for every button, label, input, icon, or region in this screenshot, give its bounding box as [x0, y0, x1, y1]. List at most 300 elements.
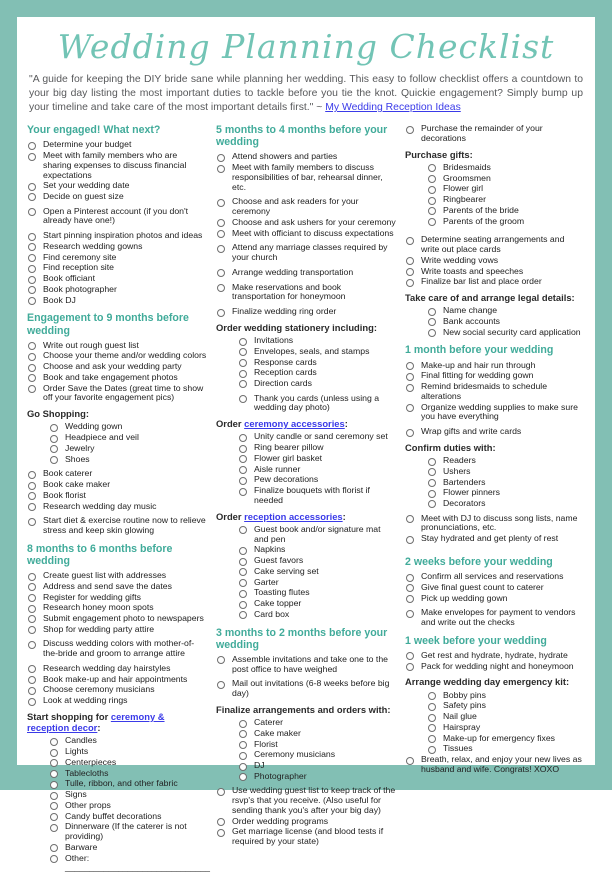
checkbox-icon[interactable]	[28, 243, 36, 251]
checklist-item-label: Headpiece and veil	[65, 432, 139, 443]
checkbox-icon[interactable]	[428, 724, 436, 732]
checklist-item-label: Book florist	[43, 489, 86, 500]
checkbox-icon[interactable]	[428, 218, 436, 226]
checklist-item-label: Research honey moon spots	[43, 602, 154, 613]
checkbox-icon[interactable]	[50, 738, 58, 746]
checkbox-icon[interactable]	[406, 384, 414, 392]
checklist-item	[27, 571, 207, 581]
checklist-item-label: Arrange wedding transportation	[232, 266, 354, 277]
checkbox-icon[interactable]	[428, 164, 436, 172]
checklist-item	[216, 718, 396, 728]
checklist-item-label: Other: ______________________________	[65, 852, 210, 873]
checkbox-icon[interactable]	[28, 605, 36, 613]
checklist-item-label: Attend any marriage classes required by your church	[232, 242, 388, 263]
checklist-item-label: Confirm all services and reservations	[421, 571, 564, 582]
checklist-item-label: Hairspray	[443, 721, 481, 732]
checklist-item-label: Direction cards	[254, 377, 312, 388]
checkbox-icon[interactable]	[217, 656, 225, 664]
checkbox-icon[interactable]	[406, 515, 414, 523]
checkbox-icon[interactable]	[239, 611, 247, 619]
checklist-item	[27, 736, 207, 746]
checklist-item	[216, 578, 396, 588]
checklist-item	[405, 163, 585, 173]
checklist-item-label: Wedding gown	[65, 421, 123, 432]
checkbox-icon[interactable]	[406, 257, 414, 265]
checklist-item	[27, 444, 207, 454]
checkbox-icon[interactable]	[239, 370, 247, 378]
checklist-item-label: Order Save the Dates (great time to show off your favorite engagement pics)	[43, 382, 204, 403]
inline-link[interactable]: reception accessories	[244, 510, 343, 522]
checkbox-icon[interactable]	[217, 681, 225, 689]
checklist-item	[405, 427, 585, 437]
checkbox-icon[interactable]	[239, 590, 247, 598]
checkbox-icon[interactable]	[217, 154, 225, 162]
checkbox-icon[interactable]	[28, 193, 36, 201]
checkbox-icon[interactable]	[406, 373, 414, 381]
checkbox-icon[interactable]	[28, 364, 36, 372]
checkbox-icon[interactable]	[239, 477, 247, 485]
checklist-item	[405, 328, 585, 338]
checklist-item-label: Tablecloths	[65, 767, 109, 778]
checklist-item	[405, 662, 585, 672]
inline-link[interactable]: ceremony & reception decor	[27, 710, 165, 734]
checklist-item-label: Centerpieces	[65, 756, 117, 767]
list-subheading: Arrange wedding day emergency kit:	[405, 676, 570, 688]
checkbox-icon[interactable]	[428, 329, 436, 337]
checklist-item	[27, 341, 207, 351]
checkbox-icon[interactable]	[28, 573, 36, 581]
list-subheading: Confirm duties with:	[405, 441, 496, 453]
checklist-item-label: Cake maker	[254, 727, 301, 738]
checkbox-icon[interactable]	[406, 652, 414, 660]
checklist-item	[405, 456, 585, 466]
checklist-item-label: Cake topper	[254, 598, 302, 609]
checklist-item	[27, 758, 207, 768]
checkbox-icon[interactable]	[28, 698, 36, 706]
checklist-item-label: Florist	[254, 738, 278, 749]
checklist-item	[216, 740, 396, 750]
checklist-item	[405, 306, 585, 316]
checklist-item-label: Readers	[443, 455, 476, 466]
checkbox-icon[interactable]	[428, 186, 436, 194]
checkbox-icon[interactable]	[28, 208, 36, 216]
checkbox-icon[interactable]	[50, 749, 58, 757]
checkbox-icon[interactable]	[239, 763, 247, 771]
checklist-item-label: Make reservations and book transportation for honeymoon	[232, 281, 346, 302]
checkbox-icon[interactable]	[28, 594, 36, 602]
checkbox-icon[interactable]	[28, 492, 36, 500]
checklist-item	[405, 499, 585, 509]
checklist-item-label: Signs	[65, 789, 87, 800]
checkbox-icon[interactable]	[28, 665, 36, 673]
checklist-item-label: Submit engagement photo to newspapers	[43, 612, 204, 623]
checklist-item-label: Tissues	[443, 743, 473, 754]
checkbox-icon[interactable]	[239, 773, 247, 781]
checkbox-icon[interactable]	[239, 579, 247, 587]
checklist-item	[405, 744, 585, 754]
checkbox-icon[interactable]	[239, 547, 247, 555]
checklist-item-label: Open a Pinterest account (if you don't already have one!)	[43, 205, 189, 226]
checklist-item	[405, 755, 585, 774]
checklist-item	[216, 475, 396, 485]
checklist-item-label: Choose your theme and/or wedding colors	[43, 350, 207, 361]
checkbox-icon[interactable]	[428, 308, 436, 316]
list-subheading: Go Shopping:	[27, 408, 89, 420]
checklist-item	[216, 786, 396, 815]
checklist-item	[216, 336, 396, 346]
checkbox-icon[interactable]	[239, 558, 247, 566]
checklist-item	[405, 217, 585, 227]
checklist-item-label: Book caterer	[43, 468, 93, 479]
checkbox-icon[interactable]	[217, 199, 225, 207]
checklist-item	[405, 608, 585, 627]
checkbox-icon[interactable]	[428, 692, 436, 700]
checkbox-icon[interactable]	[428, 458, 436, 466]
checklist-item-label: Organize wedding supplies to make sure you have everything	[421, 401, 578, 422]
checkbox-icon[interactable]	[28, 286, 36, 294]
checkbox-icon[interactable]	[406, 584, 414, 592]
checklist-item-label: Candles	[65, 735, 97, 746]
checklist-item	[216, 307, 396, 317]
checklist-item-label: Stay hydrated and get plenty of rest	[421, 533, 559, 544]
checklist-item-label: Card box	[254, 608, 290, 619]
checklist-item	[216, 229, 396, 239]
checkbox-icon[interactable]	[217, 309, 225, 317]
checkbox-icon[interactable]	[239, 526, 247, 534]
checkbox-icon[interactable]	[50, 844, 58, 852]
checklist-item-label: Envelopes, seals, and stamps	[254, 345, 370, 356]
checklist-item	[27, 285, 207, 295]
checkbox-icon[interactable]	[239, 601, 247, 609]
checklist-item	[216, 152, 396, 162]
checkbox-icon[interactable]	[406, 404, 414, 412]
checkbox-icon[interactable]	[428, 197, 436, 205]
checklist-item-label: Use wedding guest list to keep track of the rsvp's that you receive. (Also useful for sending thank you's after your big day)	[232, 785, 396, 815]
checklist-item-label: Ring bearer pillow	[254, 442, 324, 453]
checkbox-icon[interactable]	[28, 265, 36, 273]
checkbox-icon[interactable]	[406, 362, 414, 370]
checklist-item	[27, 422, 207, 432]
checkbox-icon[interactable]	[28, 503, 36, 511]
checkbox-icon[interactable]	[28, 254, 36, 262]
checklist-item	[27, 790, 207, 800]
checkbox-icon[interactable]	[50, 813, 58, 821]
checklist-item	[405, 206, 585, 216]
checkbox-icon[interactable]	[406, 663, 414, 671]
inline-link[interactable]: ceremony accessories	[244, 418, 345, 430]
checklist-item-label: Research wedding day music	[43, 500, 157, 511]
checkbox-icon[interactable]	[217, 165, 225, 173]
checkbox-icon[interactable]	[28, 471, 36, 479]
checkbox-icon[interactable]	[28, 374, 36, 382]
checklist-item-label: Make envelopes for payment to vendors and write out the checks	[421, 607, 576, 628]
checklist-item-label: Address and send save the dates	[43, 580, 172, 591]
checklist-item-label: Book DJ	[43, 294, 76, 305]
checkbox-icon[interactable]	[217, 788, 225, 796]
checklist-item-label: Choose and ask ushers for your ceremony	[232, 216, 396, 227]
checklist-item	[405, 371, 585, 381]
checklist-item	[27, 433, 207, 443]
checkbox-icon[interactable]	[239, 488, 247, 496]
checkbox-icon[interactable]	[239, 348, 247, 356]
checkbox-icon[interactable]	[239, 466, 247, 474]
checklist-item	[216, 750, 396, 760]
checkbox-icon[interactable]	[406, 610, 414, 618]
checklist-item	[216, 394, 396, 413]
checklist-item	[405, 583, 585, 593]
checkbox-icon[interactable]	[28, 297, 36, 305]
checkbox-icon[interactable]	[428, 318, 436, 326]
checkbox-icon[interactable]	[50, 855, 58, 863]
checkbox-icon[interactable]	[28, 482, 36, 490]
checklist-item-label: Set your wedding date	[43, 180, 130, 191]
checkbox-icon[interactable]	[428, 703, 436, 711]
checklist-item-label: Meet with family members who are sharing expenses to discuss financial expectations	[43, 150, 187, 180]
checkbox-icon[interactable]	[239, 395, 247, 403]
checkbox-icon[interactable]	[239, 720, 247, 728]
checkbox-icon[interactable]	[428, 714, 436, 722]
checkbox-icon[interactable]	[217, 219, 225, 227]
checklist-item-label: Aisle runner	[254, 463, 301, 474]
checklist-item	[216, 443, 396, 453]
checkbox-icon[interactable]	[217, 230, 225, 238]
checklist-item	[405, 691, 585, 701]
checkbox-icon[interactable]	[406, 595, 414, 603]
checklist-item-label: Photographer	[254, 770, 307, 781]
checklist-item	[216, 772, 396, 782]
checklist-item-label: Mail out invitations (6-8 weeks before big day)	[232, 678, 390, 699]
checklist-item-label: Determine your budget	[43, 139, 132, 150]
checklist-item	[27, 801, 207, 811]
checkbox-icon[interactable]	[50, 445, 58, 453]
checklist-item	[27, 675, 207, 685]
checkbox-icon[interactable]	[406, 574, 414, 582]
checklist-item-label: Book and take engagement photos	[43, 371, 178, 382]
checkbox-icon[interactable]	[239, 741, 247, 749]
checkbox-icon[interactable]	[406, 429, 414, 437]
checklist-item	[27, 455, 207, 465]
checkbox-icon[interactable]	[428, 746, 436, 754]
checkbox-icon[interactable]	[428, 490, 436, 498]
checklist-item	[27, 491, 207, 501]
checkbox-icon[interactable]	[239, 380, 247, 388]
checkbox-icon[interactable]	[28, 233, 36, 241]
checklist-item	[27, 253, 207, 263]
checkbox-icon[interactable]	[50, 770, 58, 778]
checklist-item-label: Pew decorations	[254, 474, 319, 485]
checkbox-icon[interactable]	[217, 818, 225, 826]
checklist-item	[405, 403, 585, 422]
checklist-item	[27, 582, 207, 592]
checkbox-icon[interactable]	[428, 500, 436, 508]
checklist-item	[27, 603, 207, 613]
section-heading: 1 week before your wedding	[405, 634, 547, 647]
checkbox-icon[interactable]	[50, 781, 58, 789]
checklist-item	[216, 556, 396, 566]
spacer	[405, 545, 585, 549]
checklist-item-label: Final fitting for wedding gown	[421, 370, 534, 381]
checkbox-icon[interactable]	[428, 479, 436, 487]
checklist-item-label: Pack for wedding night and honeymoon	[421, 660, 574, 671]
checklist-columns	[27, 124, 585, 874]
intro-text: "A guide for keeping the DIY bride sane while planning her wedding. This easy to follow checklist offers a countdown to your big day listing the most important duties to tackle before you tie the knot. Quickie engagement? Simply bump up your timeline and take care of the most important details first." ~ My Wedding Reception Ideas	[29, 74, 583, 114]
checklist-item	[405, 256, 585, 266]
checklist-item-label: Bobby pins	[443, 689, 486, 700]
checkbox-icon[interactable]	[50, 792, 58, 800]
checklist-item	[216, 379, 396, 389]
checklist-item-label: Nail glue	[443, 711, 477, 722]
checkbox-icon[interactable]	[239, 359, 247, 367]
checklist-item	[405, 267, 585, 277]
checklist-item-label: Safety pins	[443, 700, 486, 711]
checklist-item	[216, 655, 396, 674]
list-subheading: Purchase gifts:	[405, 148, 473, 160]
checkbox-icon[interactable]	[28, 276, 36, 284]
checkbox-icon[interactable]	[406, 268, 414, 276]
checklist-item	[27, 140, 207, 150]
checklist-item-label: Finalize wedding ring order	[232, 306, 337, 317]
checkbox-icon[interactable]	[428, 735, 436, 743]
checkbox-icon[interactable]	[428, 207, 436, 215]
checkbox-icon[interactable]	[239, 568, 247, 576]
checkbox-icon[interactable]	[28, 518, 36, 526]
checkbox-icon[interactable]	[406, 536, 414, 544]
checklist-item-label: Finalize bar list and place order	[421, 276, 542, 287]
checkbox-icon[interactable]	[28, 676, 36, 684]
checkbox-icon[interactable]	[28, 583, 36, 591]
checklist-item	[27, 639, 207, 658]
checkbox-icon[interactable]	[239, 455, 247, 463]
checkbox-icon[interactable]	[217, 269, 225, 277]
checklist-item	[216, 197, 396, 216]
checkbox-icon[interactable]	[217, 829, 225, 837]
checklist-item-label: Discuss wedding colors with mother-of-the-bride and groom to arrange attire	[43, 638, 195, 659]
checklist-item-label: Candy buffet decorations	[65, 810, 162, 821]
checklist-item	[405, 488, 585, 498]
checklist-item-label: Guest favors	[254, 555, 304, 566]
checklist-item	[405, 235, 585, 254]
checkbox-icon[interactable]	[217, 245, 225, 253]
checklist-item-label: Make-up and hair run through	[421, 359, 536, 370]
checkbox-icon[interactable]	[50, 424, 58, 432]
checkbox-icon[interactable]	[239, 752, 247, 760]
checkbox-icon[interactable]	[50, 456, 58, 464]
checkbox-icon[interactable]	[239, 434, 247, 442]
checklist-item-label: Find ceremony site	[43, 251, 117, 262]
checkbox-icon[interactable]	[28, 615, 36, 623]
checklist-item-label: Flower girl	[443, 183, 484, 194]
checklist-item-label: Wrap gifts and write cards	[421, 426, 522, 437]
checklist-item-label: Write out rough guest list	[43, 339, 139, 350]
checklist-item-label: Flower girl basket	[254, 452, 323, 463]
checklist-item	[216, 368, 396, 378]
checklist-item	[27, 192, 207, 202]
list-subheading: Take care of and arrange legal details:	[405, 291, 575, 303]
checkbox-icon[interactable]	[406, 126, 414, 134]
checkbox-icon[interactable]	[406, 757, 414, 765]
checklist-item	[405, 317, 585, 327]
checklist-item-label: Book photographer	[43, 283, 117, 294]
checkbox-icon[interactable]	[28, 353, 36, 361]
checkbox-icon[interactable]	[239, 338, 247, 346]
checklist-item-label: Cake serving set	[254, 565, 319, 576]
checklist-item	[27, 664, 207, 674]
checklist-item	[216, 283, 396, 302]
checklist-item	[27, 362, 207, 372]
checklist-item-label: Make-up for emergency fixes	[443, 732, 556, 743]
checklist-item	[216, 588, 396, 598]
checklist-item-label: New social security card application	[443, 326, 581, 337]
checkbox-icon[interactable]	[28, 626, 36, 634]
checkbox-icon[interactable]	[406, 237, 414, 245]
checkbox-icon[interactable]	[28, 342, 36, 350]
checklist-item	[27, 242, 207, 252]
checklist-item-label: Purchase the remainder of your decorations	[421, 123, 543, 143]
checklist-item-label: Start pinning inspiration photos and ideas	[43, 230, 203, 241]
checkbox-icon[interactable]	[50, 824, 58, 832]
checklist-item-label: Pick up wedding gown	[421, 592, 508, 603]
checkbox-icon[interactable]	[239, 730, 247, 738]
checklist-item-label: Napkins	[254, 544, 286, 555]
checkbox-icon[interactable]	[28, 687, 36, 695]
checklist-item	[216, 567, 396, 577]
checklist-item-label: Research wedding day hairstyles	[43, 662, 171, 673]
checkbox-icon[interactable]	[28, 142, 36, 150]
checklist-item-label: Thank you cards (unless using a wedding day photo)	[254, 392, 380, 413]
checkbox-icon[interactable]	[239, 445, 247, 453]
checklist-item	[405, 184, 585, 194]
list-subheading: Start shopping for ceremony & reception decor:	[27, 710, 165, 734]
checkbox-icon[interactable]	[28, 641, 36, 649]
checklist-item	[216, 817, 396, 827]
checklist-item-label: Reception cards	[254, 367, 317, 378]
checklist-item-label: Meet with officiant to discuss expectations	[232, 227, 394, 238]
checklist-item	[216, 729, 396, 739]
checklist-item	[27, 614, 207, 624]
checkbox-icon[interactable]	[406, 279, 414, 287]
checklist-item-label: Bartenders	[443, 476, 486, 487]
checklist-item	[405, 651, 585, 661]
checklist-item-label: Get marriage license (and blood tests if required by your state)	[232, 826, 384, 847]
checklist-item	[27, 151, 207, 180]
checklist-item-label: Attend showers and parties	[232, 151, 338, 162]
checklist-item-label: Bank accounts	[443, 315, 500, 326]
inline-link[interactable]: My Wedding Reception Ideas	[325, 102, 461, 114]
checklist-item	[27, 625, 207, 635]
checklist-item	[216, 486, 396, 505]
checklist-item	[405, 124, 585, 143]
checkbox-icon[interactable]	[28, 385, 36, 393]
checklist-item-label: Choose and ask readers for your ceremony	[232, 196, 359, 217]
checkbox-icon[interactable]	[50, 759, 58, 767]
checklist-item-label: Get rest and hydrate, hydrate, hydrate	[421, 649, 568, 660]
checklist-item-label: Dinnerware (If the caterer is not providing)	[65, 821, 187, 842]
checklist-item	[27, 852, 210, 873]
checkbox-icon[interactable]	[50, 435, 58, 443]
checklist-item-label: Caterer	[254, 717, 283, 728]
checkbox-icon[interactable]	[50, 802, 58, 810]
checkbox-icon[interactable]	[428, 175, 436, 183]
checklist-item	[405, 478, 585, 488]
checklist-item-label: Response cards	[254, 356, 317, 367]
checklist-item-label: Meet with DJ to discuss song lists, name pronunciations, etc.	[421, 512, 578, 533]
checkbox-icon[interactable]	[428, 468, 436, 476]
checklist-item	[27, 480, 207, 490]
checkbox-icon[interactable]	[217, 284, 225, 292]
checkbox-icon[interactable]	[28, 183, 36, 191]
checklist-item-label: Barware	[65, 841, 98, 852]
checkbox-icon[interactable]	[28, 153, 36, 161]
